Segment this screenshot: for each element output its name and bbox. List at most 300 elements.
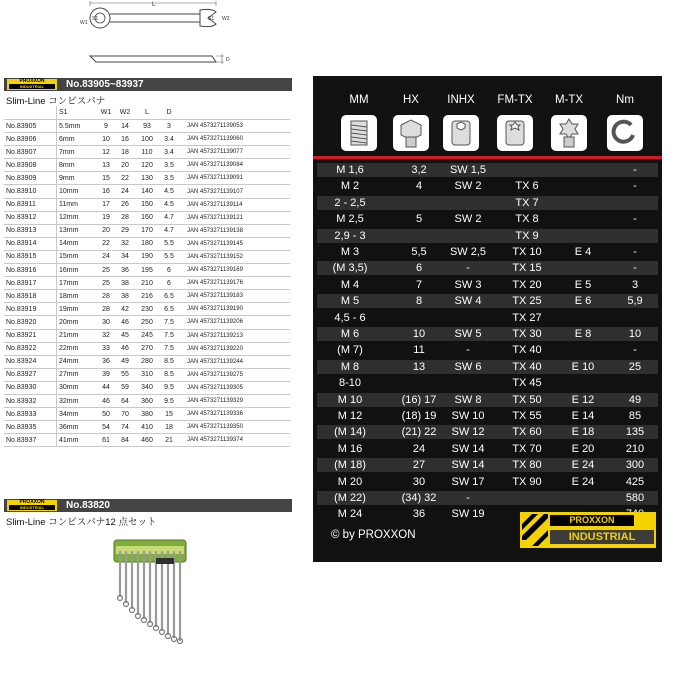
length-l-cell: 460 xyxy=(135,434,159,447)
width-w1-cell: 28 xyxy=(97,303,115,316)
thread-size-cell: (M 3,5) xyxy=(332,262,368,275)
table-row xyxy=(4,368,290,381)
thread-size-cell: (M 14) xyxy=(334,426,366,439)
inhex-size-cell: SW 1,5 xyxy=(449,164,487,176)
width-w1-cell: 33 xyxy=(97,342,115,355)
thread-size-cell: 4,5 - 6 xyxy=(334,311,366,324)
torx-male-size-cell: E 4 xyxy=(574,246,592,258)
jan-code-cell: JAN 4573271139206 xyxy=(179,316,290,329)
table-row xyxy=(4,237,290,250)
inhex-size-cell: SW 17 xyxy=(451,475,485,488)
thickness-d-cell: 9.5 xyxy=(159,381,179,394)
torx-male-size-cell: E 10 xyxy=(571,360,595,373)
product-number: No.83820 xyxy=(66,500,110,511)
table-row xyxy=(4,381,290,394)
list-item xyxy=(317,278,658,292)
thread-size-cell: M 6 xyxy=(340,328,360,340)
length-l-cell: 180 xyxy=(135,237,159,250)
size-s1-cell: 32mm xyxy=(57,394,98,407)
dim-label-d: D xyxy=(226,57,230,63)
torque-nm-cell: 10 xyxy=(628,328,642,340)
size-s1-cell: 20mm xyxy=(57,316,98,329)
list-item xyxy=(317,376,658,390)
list-item xyxy=(317,491,658,505)
torx-female-size-cell: TX 55 xyxy=(512,410,542,422)
width-w1-cell: 13 xyxy=(97,159,115,172)
part-number-cell: No.83918 xyxy=(4,290,57,303)
thread-size-cell: (M 22) xyxy=(334,492,366,504)
width-w1-cell: 22 xyxy=(97,237,115,250)
part-number-cell: No.83917 xyxy=(4,277,57,290)
hex-size-cell: 11 xyxy=(413,344,425,357)
hex-size-cell: 5,5 xyxy=(411,246,427,258)
width-w1-cell: 24 xyxy=(97,250,115,263)
thread-size-cell: M 20 xyxy=(337,475,363,488)
part-number-cell: No.83937 xyxy=(4,434,57,447)
torque-nm-cell: 49 xyxy=(628,393,642,406)
size-s1-cell: 18mm xyxy=(57,290,98,303)
length-l-cell: 93 xyxy=(135,120,159,133)
spec-col-jan xyxy=(179,106,290,120)
jan-code-cell: JAN 4573271139121 xyxy=(179,211,290,224)
torx-male-size-cell: E 8 xyxy=(574,328,592,340)
width-w2-cell: 29 xyxy=(115,224,135,237)
torque-nm-cell: 25 xyxy=(628,360,642,373)
stripes-icon xyxy=(522,514,548,546)
header-divider-line xyxy=(313,156,662,159)
width-w2-cell: 26 xyxy=(115,198,135,211)
list-item xyxy=(317,343,658,357)
part-number-cell: No.83908 xyxy=(4,159,57,172)
length-l-cell: 130 xyxy=(135,172,159,185)
thread-size-cell: M 10 xyxy=(337,393,363,406)
torx-female-size-cell: TX 6 xyxy=(515,180,539,193)
length-l-cell: 216 xyxy=(135,290,159,303)
size-chart-panel xyxy=(313,76,662,562)
thickness-d-cell: 8.5 xyxy=(159,355,179,368)
thread-size-cell: M 1,6 xyxy=(336,164,364,176)
length-l-cell: 270 xyxy=(135,342,159,355)
wrench-set-image xyxy=(110,534,190,644)
product-header-83905 xyxy=(4,78,292,91)
torque-nm-cell: - xyxy=(633,180,637,193)
size-s1-cell: 24mm xyxy=(57,355,98,368)
width-w2-cell: 55 xyxy=(115,368,135,381)
hex-size-cell: (16) 17 xyxy=(401,393,437,406)
inhex-size-cell: SW 5 xyxy=(454,328,482,340)
torx-female-icon xyxy=(497,115,533,151)
hex-size-cell: 27 xyxy=(412,459,426,472)
width-w2-cell: 38 xyxy=(115,290,135,303)
product-number: No.83905~83937 xyxy=(66,79,144,90)
thickness-d-cell: 7.5 xyxy=(159,329,179,342)
part-number-cell: No.83909 xyxy=(4,172,57,185)
torx-female-size-cell: TX 50 xyxy=(512,393,542,406)
length-l-cell: 340 xyxy=(135,381,159,394)
hex-size-cell: (34) 32 xyxy=(401,492,437,504)
dim-label-w1: W1 xyxy=(80,20,88,26)
part-number-cell: No.83905 xyxy=(4,120,57,133)
thread-size-cell: M 4 xyxy=(340,278,360,291)
part-number-cell: No.83920 xyxy=(4,316,57,329)
torx-female-size-cell: TX 70 xyxy=(512,442,542,455)
logo-sub-text: INDUSTRIAL xyxy=(9,84,55,89)
spec-col-l: L xyxy=(135,106,159,120)
product-title: Slim-Line コンビスパナ xyxy=(6,96,106,107)
table-row xyxy=(4,421,290,434)
jan-code-cell: JAN 4573271139374 xyxy=(179,434,290,447)
jan-code-cell: JAN 4573271139244 xyxy=(179,355,290,368)
hex-size-cell: 10 xyxy=(412,328,426,340)
width-w2-cell: 38 xyxy=(115,277,135,290)
torx-female-size-cell: TX 27 xyxy=(512,311,542,324)
length-l-cell: 120 xyxy=(135,159,159,172)
table-row xyxy=(4,316,290,329)
table-row xyxy=(4,264,290,277)
width-w2-cell: 84 xyxy=(115,434,135,447)
thread-size-cell: M 3 xyxy=(340,246,360,258)
logo-brand-text: PROXXON xyxy=(19,78,45,84)
length-l-cell: 140 xyxy=(135,185,159,198)
part-number-cell: No.83911 xyxy=(4,198,57,211)
torx-male-icon xyxy=(551,115,587,151)
jan-code-cell: JAN 4573271139145 xyxy=(179,237,290,250)
inhex-size-cell: SW 10 xyxy=(451,410,485,422)
hex-size-cell: 24 xyxy=(412,442,426,455)
width-w2-cell: 32 xyxy=(115,237,135,250)
col-header-nm: Nm xyxy=(616,94,634,106)
length-l-cell: 380 xyxy=(135,408,159,421)
thickness-d-cell: 21 xyxy=(159,434,179,447)
thread-size-cell: M 24 xyxy=(337,508,363,521)
list-item xyxy=(317,245,658,259)
logo-brand-text: PROXXON xyxy=(19,499,45,505)
width-w2-cell: 18 xyxy=(115,146,135,159)
width-w1-cell: 20 xyxy=(97,224,115,237)
width-w2-cell: 45 xyxy=(115,329,135,342)
part-number-cell: No.83919 xyxy=(4,303,57,316)
jan-code-cell: JAN 4573271139060 xyxy=(179,133,290,146)
width-w2-cell: 22 xyxy=(115,172,135,185)
part-number-cell: No.83916 xyxy=(4,264,57,277)
width-w1-cell: 28 xyxy=(97,290,115,303)
torx-male-size-cell: E 18 xyxy=(571,426,595,439)
part-number-cell: No.83924 xyxy=(4,355,57,368)
jan-code-cell: JAN 4573271139084 xyxy=(179,159,290,172)
size-s1-cell: 21mm xyxy=(57,329,98,342)
torx-female-size-cell: TX 80 xyxy=(512,459,542,472)
list-item xyxy=(317,311,658,325)
thread-size-cell: (M 7) xyxy=(337,344,363,357)
size-s1-cell: 8mm xyxy=(57,159,98,172)
thickness-d-cell: 3.4 xyxy=(159,146,179,159)
thickness-d-cell: 4.7 xyxy=(159,224,179,237)
jan-code-cell: JAN 4573271139152 xyxy=(179,250,290,263)
part-number-cell: No.83930 xyxy=(4,381,57,394)
width-w1-cell: 15 xyxy=(97,172,115,185)
list-item xyxy=(317,294,658,308)
size-s1-cell: 5.5mm xyxy=(57,120,98,133)
thread-size-cell: M 2 xyxy=(340,180,360,193)
part-number-cell: No.83907 xyxy=(4,146,57,159)
thread-size-cell: M 2,5 xyxy=(336,213,364,226)
length-l-cell: 210 xyxy=(135,277,159,290)
part-number-cell: No.83913 xyxy=(4,224,57,237)
spec-col-no xyxy=(4,106,57,120)
width-w2-cell: 49 xyxy=(115,355,135,368)
length-l-cell: 170 xyxy=(135,224,159,237)
torque-nm-cell: 135 xyxy=(625,426,645,439)
list-item xyxy=(317,360,658,374)
inhex-size-cell: - xyxy=(466,492,470,504)
size-s1-cell: 41mm xyxy=(57,434,98,447)
part-number-cell: No.83933 xyxy=(4,408,57,421)
torque-nm-cell: - xyxy=(633,262,637,275)
torque-nm-cell: 5,9 xyxy=(627,295,643,308)
dim-label-s1-right: S1 xyxy=(208,16,215,22)
thickness-d-cell: 5.5 xyxy=(159,237,179,250)
width-w1-cell: 32 xyxy=(97,329,115,342)
socket-cap-icon xyxy=(443,115,479,151)
hex-size-cell: (21) 22 xyxy=(401,426,437,439)
width-w2-cell: 34 xyxy=(115,250,135,263)
size-s1-cell: 34mm xyxy=(57,408,98,421)
width-w2-cell: 16 xyxy=(115,133,135,146)
width-w2-cell: 70 xyxy=(115,408,135,421)
thickness-d-cell: 6 xyxy=(159,277,179,290)
torx-male-size-cell: E 20 xyxy=(571,442,595,455)
thickness-d-cell: 3.4 xyxy=(159,133,179,146)
hex-size-cell: 5 xyxy=(415,213,423,226)
width-w1-cell: 61 xyxy=(97,434,115,447)
inhex-size-cell: - xyxy=(466,344,470,357)
table-row xyxy=(4,355,290,368)
size-s1-cell: 10mm xyxy=(57,185,98,198)
size-s1-cell: 17mm xyxy=(57,277,98,290)
dim-label-s1-left: S1 xyxy=(92,16,99,22)
hex-size-cell: 7 xyxy=(415,278,423,291)
thickness-d-cell: 4.7 xyxy=(159,211,179,224)
jan-code-cell: JAN 4573271139138 xyxy=(179,224,290,237)
inhex-size-cell: SW 14 xyxy=(451,459,485,472)
width-w1-cell: 25 xyxy=(97,264,115,277)
length-l-cell: 410 xyxy=(135,421,159,434)
jan-code-cell: JAN 4573271139176 xyxy=(179,277,290,290)
proxxon-industrial-logo xyxy=(520,512,656,548)
torque-nm-cell: 300 xyxy=(625,459,645,472)
jan-code-cell: JAN 4573271139305 xyxy=(179,381,290,394)
spec-col-d: D xyxy=(159,106,179,120)
thread-size-cell: 2,9 - 3 xyxy=(334,229,366,242)
table-row xyxy=(4,394,290,407)
torx-female-size-cell: TX 40 xyxy=(512,344,542,357)
col-header-hx: HX xyxy=(403,94,419,106)
width-w1-cell: 12 xyxy=(97,146,115,159)
table-row xyxy=(4,250,290,263)
jan-code-cell: JAN 4573271139190 xyxy=(179,303,290,316)
hex-size-cell: 6 xyxy=(415,262,423,275)
spec-col-s1: S1 xyxy=(57,106,98,120)
thickness-d-cell: 6.5 xyxy=(159,290,179,303)
jan-code-cell: JAN 4573271139336 xyxy=(179,408,290,421)
width-w2-cell: 28 xyxy=(115,211,135,224)
width-w1-cell: 44 xyxy=(97,381,115,394)
jan-code-cell: JAN 4573271139329 xyxy=(179,394,290,407)
jan-code-cell: JAN 4573271139213 xyxy=(179,329,290,342)
bolt-thread-icon xyxy=(341,115,377,151)
width-w2-cell: 20 xyxy=(115,159,135,172)
length-l-cell: 310 xyxy=(135,368,159,381)
jan-code-cell: JAN 4573271139053 xyxy=(179,120,290,133)
spec-table-header-row xyxy=(4,106,290,120)
hex-size-cell: 30 xyxy=(412,475,426,488)
torque-nm-cell: - xyxy=(633,164,637,176)
width-w1-cell: 36 xyxy=(97,355,115,368)
jan-code-cell: JAN 4573271139169 xyxy=(179,264,290,277)
logo-sub-text: INDUSTRIAL xyxy=(550,530,654,544)
width-w2-cell: 42 xyxy=(115,303,135,316)
table-row xyxy=(4,211,290,224)
list-item xyxy=(317,179,658,193)
torque-nm-cell: 85 xyxy=(628,410,642,422)
size-s1-cell: 22mm xyxy=(57,342,98,355)
circlip-icon xyxy=(607,115,643,151)
torque-nm-cell: 425 xyxy=(625,475,645,488)
table-row xyxy=(4,185,290,198)
size-s1-cell: 12mm xyxy=(57,211,98,224)
inhex-size-cell: SW 2,5 xyxy=(449,246,487,258)
part-number-cell: No.83906 xyxy=(4,133,57,146)
proxxon-industrial-logo xyxy=(7,79,57,90)
hex-size-cell: 8 xyxy=(415,295,423,308)
wrench-dimension-diagram xyxy=(40,0,280,70)
jan-code-cell: JAN 4573271139077 xyxy=(179,146,290,159)
width-w1-cell: 25 xyxy=(97,277,115,290)
size-s1-cell: 6mm xyxy=(57,133,98,146)
list-item xyxy=(317,261,658,275)
length-l-cell: 250 xyxy=(135,316,159,329)
product-header-83820 xyxy=(4,499,292,512)
width-w1-cell: 17 xyxy=(97,198,115,211)
length-l-cell: 280 xyxy=(135,355,159,368)
torx-male-size-cell: E 14 xyxy=(571,410,595,422)
part-number-cell: No.83912 xyxy=(4,211,57,224)
torque-nm-cell: 580 xyxy=(625,492,645,504)
inhex-size-cell: SW 4 xyxy=(454,295,482,308)
width-w1-cell: 10 xyxy=(97,133,115,146)
inhex-size-cell: SW 8 xyxy=(454,393,482,406)
thickness-d-cell: 8.5 xyxy=(159,368,179,381)
torx-female-size-cell: TX 30 xyxy=(512,328,542,340)
width-w1-cell: 46 xyxy=(97,394,115,407)
torx-female-size-cell: TX 90 xyxy=(512,475,542,488)
torx-female-size-cell: TX 9 xyxy=(515,229,539,242)
part-number-cell: No.83927 xyxy=(4,368,57,381)
part-number-cell: No.83935 xyxy=(4,421,57,434)
copyright-text: © by PROXXON xyxy=(331,529,416,541)
jan-code-cell: JAN 4573271139091 xyxy=(179,172,290,185)
length-l-cell: 110 xyxy=(135,146,159,159)
thickness-d-cell: 3 xyxy=(159,120,179,133)
table-row xyxy=(4,277,290,290)
width-w1-cell: 30 xyxy=(97,316,115,329)
inhex-size-cell: SW 2 xyxy=(454,213,482,226)
part-number-cell: No.83914 xyxy=(4,237,57,250)
thickness-d-cell: 3.5 xyxy=(159,159,179,172)
jan-code-cell: JAN 4573271139220 xyxy=(179,342,290,355)
list-item xyxy=(317,163,658,177)
col-header-mm: MM xyxy=(349,94,369,106)
torx-female-size-cell: TX 7 xyxy=(515,196,539,209)
table-row xyxy=(4,303,290,316)
size-s1-cell: 9mm xyxy=(57,172,98,185)
thickness-d-cell: 6.5 xyxy=(159,303,179,316)
spec-table-body xyxy=(4,120,290,447)
size-s1-cell: 27mm xyxy=(57,368,98,381)
length-l-cell: 100 xyxy=(135,133,159,146)
thickness-d-cell: 4.5 xyxy=(159,198,179,211)
table-row xyxy=(4,146,290,159)
table-row xyxy=(4,224,290,237)
torx-male-size-cell: E 6 xyxy=(574,295,592,308)
col-header-fm-tx: FM-TX xyxy=(497,94,533,106)
thickness-d-cell: 7.5 xyxy=(159,342,179,355)
thickness-d-cell: 18 xyxy=(159,421,179,434)
width-w1-cell: 9 xyxy=(97,120,115,133)
torque-nm-cell: - xyxy=(633,246,637,258)
width-w1-cell: 19 xyxy=(97,211,115,224)
thickness-d-cell: 7.5 xyxy=(159,316,179,329)
part-number-cell: No.83922 xyxy=(4,342,57,355)
width-w2-cell: 24 xyxy=(115,185,135,198)
table-row xyxy=(4,172,290,185)
torx-female-size-cell: TX 10 xyxy=(512,246,542,258)
table-row xyxy=(4,408,290,421)
list-item xyxy=(317,458,658,472)
length-l-cell: 150 xyxy=(135,198,159,211)
width-w1-cell: 54 xyxy=(97,421,115,434)
hex-size-cell: (18) 19 xyxy=(401,410,437,422)
width-w2-cell: 59 xyxy=(115,381,135,394)
table-row xyxy=(4,342,290,355)
table-row xyxy=(4,198,290,211)
table-row xyxy=(4,290,290,303)
size-s1-cell: 14mm xyxy=(57,237,98,250)
size-s1-cell: 13mm xyxy=(57,224,98,237)
inhex-size-cell: SW 6 xyxy=(454,360,482,373)
jan-code-cell: JAN 4573271139107 xyxy=(179,185,290,198)
torx-female-size-cell: TX 20 xyxy=(512,278,542,291)
thread-size-cell: 2 - 2,5 xyxy=(334,196,366,209)
torque-nm-cell: - xyxy=(633,213,637,226)
size-s1-cell: 36mm xyxy=(57,421,98,434)
length-l-cell: 360 xyxy=(135,394,159,407)
inhex-size-cell: - xyxy=(466,262,470,275)
thread-size-cell: (M 18) xyxy=(334,459,366,472)
list-item xyxy=(317,196,658,210)
list-item xyxy=(317,475,658,489)
thread-size-cell: M 5 xyxy=(340,295,360,308)
torx-male-size-cell: E 24 xyxy=(571,475,595,488)
torx-female-size-cell: TX 8 xyxy=(515,213,539,226)
inhex-size-cell: SW 14 xyxy=(451,442,485,455)
length-l-cell: 160 xyxy=(135,211,159,224)
size-s1-cell: 15mm xyxy=(57,250,98,263)
hex-size-cell: 13 xyxy=(412,360,426,373)
width-w1-cell: 16 xyxy=(97,185,115,198)
length-l-cell: 195 xyxy=(135,264,159,277)
spec-col-w1: W1 xyxy=(97,106,115,120)
